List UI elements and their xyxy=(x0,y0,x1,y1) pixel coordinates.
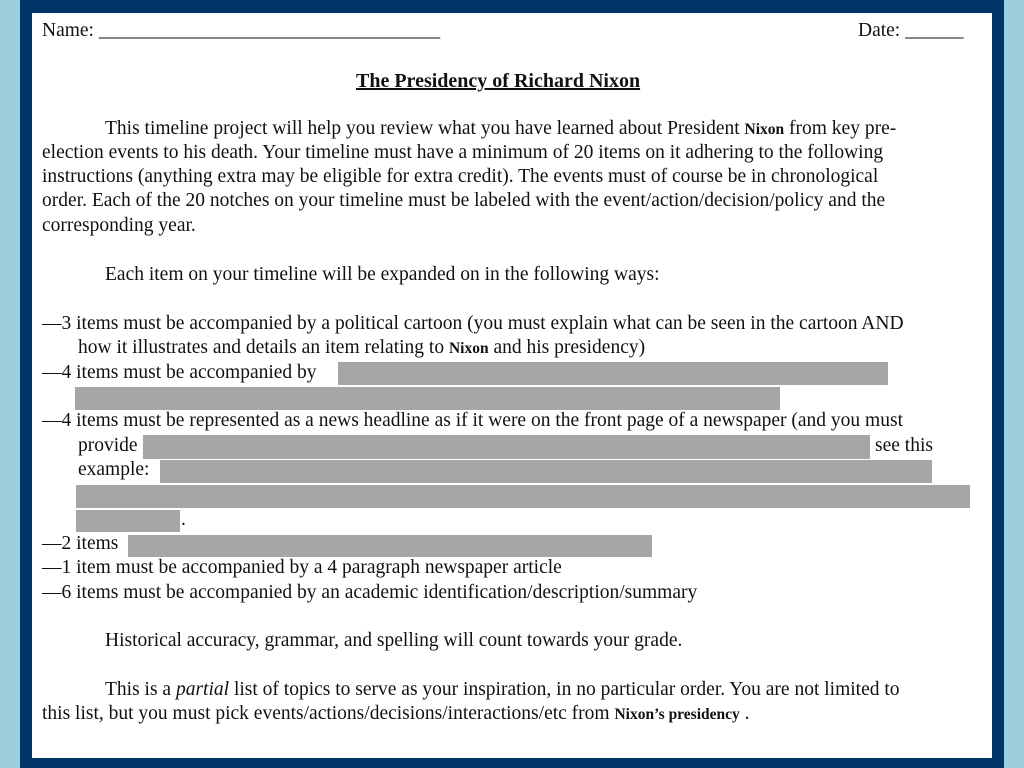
list-item: —4 items must be represented as a news headline as if it were on the front page of a newspaper (and you must xyxy=(42,410,903,431)
intro-line: corresponding year. xyxy=(42,215,196,236)
page-title: The Presidency of Richard Nixon xyxy=(356,70,641,92)
intro-line: instructions (anything extra may be eligible for extra credit). The events must of course be in chronological xyxy=(42,166,879,187)
list-item: see this xyxy=(875,435,933,456)
name-insert: Nixon xyxy=(744,121,785,138)
list-item: —4 items must be accompanied by xyxy=(42,362,317,383)
period: . xyxy=(181,509,186,530)
intro-line: order. Each of the 20 notches on your timeline must be labeled with the event/action/decision/policy and the xyxy=(42,190,886,211)
name-field-label: Name: ___________________________________ xyxy=(42,20,441,41)
intro-line: election events to his death. Your timeline must have a minimum of 20 items on it adhering to the following xyxy=(42,142,884,163)
redaction-box xyxy=(143,435,870,459)
list-item xyxy=(78,336,645,361)
list-item: —1 item must be accompanied by a 4 paragraph newspaper article xyxy=(42,557,562,578)
redaction-box xyxy=(75,387,780,410)
redaction-box xyxy=(76,485,970,508)
redaction-box xyxy=(128,535,652,557)
grading-note: Historical accuracy, grammar, and spelling will count towards your grade. xyxy=(105,630,683,651)
topics-line xyxy=(42,702,750,727)
emphasis: partial xyxy=(175,679,230,700)
text: list of topics to serve as your inspiration, in no particular order. You are not limited to xyxy=(229,679,900,700)
date-field-label: Date: ______ xyxy=(858,20,964,41)
list-item: —2 items xyxy=(42,533,119,554)
list-item: —6 items must be accompanied by an academic identification/description/summary xyxy=(42,582,698,603)
expand-intro: Each item on your timeline will be expanded on in the following ways: xyxy=(105,264,660,285)
text: this list, but you must pick events/actions/decisions/interactions/etc from xyxy=(42,703,615,724)
text: how it illustrates and details an item relating to xyxy=(78,337,449,358)
topics-line xyxy=(105,678,900,702)
text: . xyxy=(739,703,750,724)
name-insert: Nixon xyxy=(448,340,489,357)
intro-line xyxy=(105,117,896,142)
redaction-box xyxy=(338,362,888,385)
redaction-box xyxy=(160,460,932,483)
text: This timeline project will help you review what you have learned about President xyxy=(105,118,745,139)
list-item: provide xyxy=(78,435,138,456)
text: and his presidency) xyxy=(488,337,646,358)
list-item: example: xyxy=(78,459,150,480)
text: from key pre- xyxy=(784,118,897,139)
list-item: —3 items must be accompanied by a political cartoon (you must explain what can be seen in the cartoon AND xyxy=(42,313,904,334)
text: This is a xyxy=(105,679,176,700)
redaction-box xyxy=(76,510,180,532)
name-insert: Nixon’s presidency xyxy=(614,706,740,723)
